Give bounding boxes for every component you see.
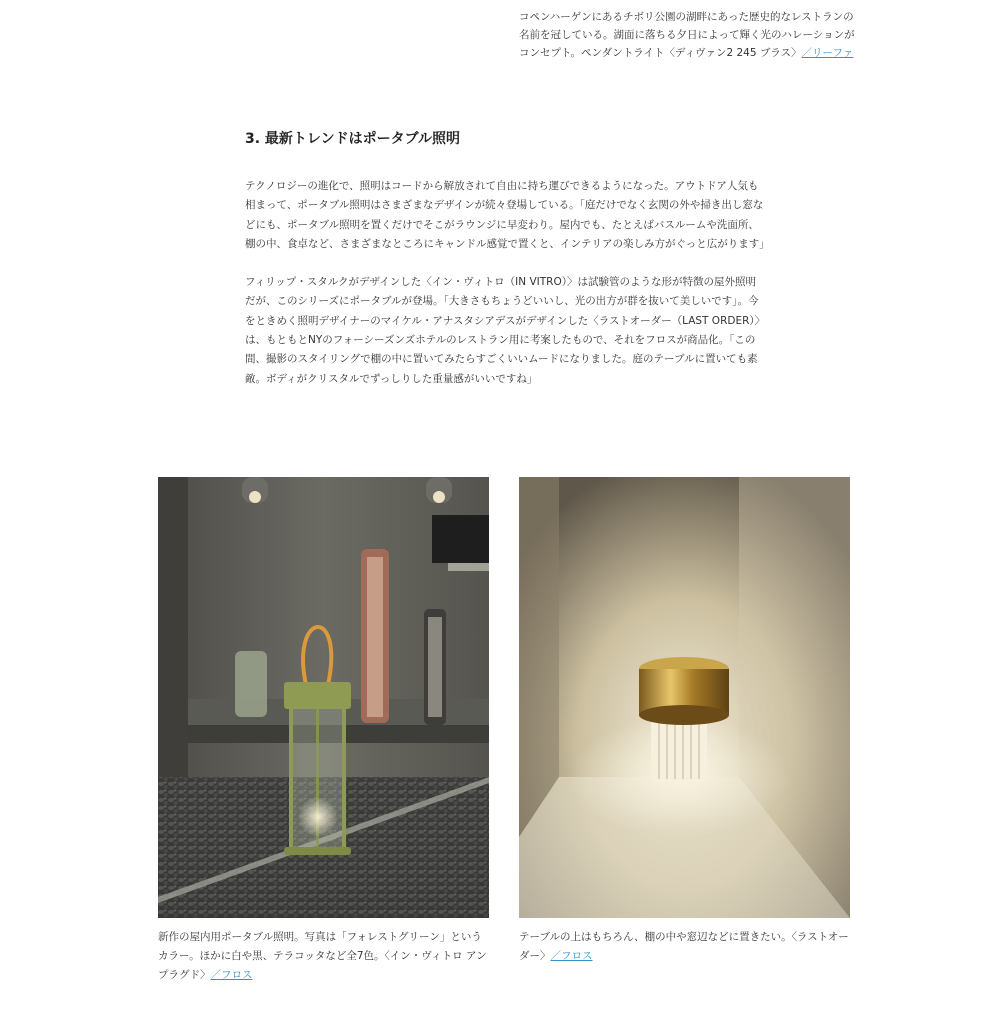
- paragraph-2: フィリップ・スタルクがデザインした〈イン・ヴィトロ（IN VITRO）〉は試験管のような形が特徴の屋外照明だが、このシリーズにポータブルが登場。「大きさもちょうどいいし、光の出方が群を抜いて美しいです」。今をときめく照明デザイナーのマイケル・アナスタシアデスがデザインした〈ラストオーダー（LAST ORDER）〉は、もともとNYのフォーシーズンズホテルのレストラン用に考案したもので、それをフロスが商品化。「この間、撮影のスタイリングで棚の中に置いてみたらすごくいいムードになりました。庭のテーブルに置いても素敵。ボディがクリスタルでずっしりした重量感がいいですね」: [245, 276, 760, 385]
- figure-last-order: [519, 477, 850, 966]
- caption-text: コペンハーゲンにあるチボリ公園の湖畔にあった歴史的なレストランの名前を冠している。湖面に落ちる夕日によって輝く光のハレーションがコンセプト。ペンダントライト〈ディヴァン2 245 ブラス〉: [519, 11, 855, 59]
- paragraph-1: テクノロジーの進化で、照明はコードから解放されて自由に持ち運びできるようになった。アウトドア人気も相まって、ポータブル照明はさまざまなデザインが続々登場している。「庭だけでなく玄関の外や掃き出し窓などにも、ポータブル照明を置くだけでそこがラウンジに早変わり。屋内でも、たとえばバスルームや洗面所、棚の中、食卓など、さまざまなところにキャンドル感覚で置くと、インテリアの楽しみ方がぐっと広がります」: [245, 180, 770, 250]
- shop-link-flos[interactable]: ／フロス: [550, 950, 593, 962]
- photo-last-order-lamp: [519, 477, 850, 918]
- figure-in-vitro: [158, 477, 489, 985]
- caption-text: テーブルの上はもちろん、棚の中や窓辺などに置きたい。〈ラストオーダー〉: [519, 931, 849, 962]
- section-heading: 3. 最新トレンドはポータブル照明: [245, 131, 461, 147]
- figure-caption: [519, 928, 850, 966]
- shop-link-flos[interactable]: ／フロス: [210, 969, 253, 981]
- figure-caption: [158, 928, 489, 985]
- top-image-caption: [519, 8, 859, 62]
- photo-in-vitro-lamp: [158, 477, 489, 918]
- shop-link-refa[interactable]: ／リーファ: [801, 47, 854, 59]
- article-section: [245, 128, 770, 408]
- caption-text: 新作の屋内用ポータブル照明。写真は「フォレストグリーン」というカラー。ほかに白や黒、テラコッタなど全7色。〈イン・ヴィトロ アンプラグド〉: [158, 931, 487, 981]
